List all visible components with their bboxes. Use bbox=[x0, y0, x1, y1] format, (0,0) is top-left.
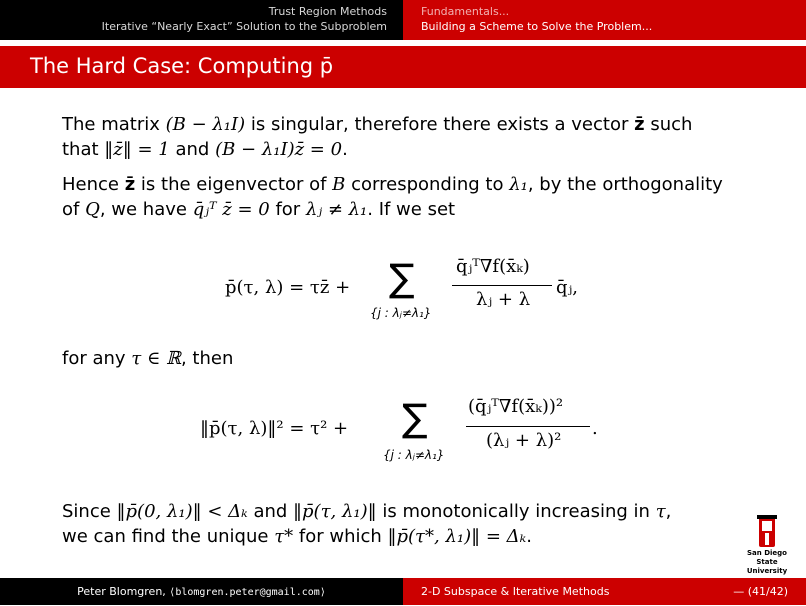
text: of bbox=[62, 199, 86, 220]
header-section-left[interactable]: Trust Region Methods bbox=[268, 5, 387, 18]
header-subsection-right[interactable]: Building a Scheme to Solve the Problem... bbox=[421, 20, 653, 33]
text: , then bbox=[180, 348, 234, 369]
text: , bbox=[665, 501, 672, 522]
text: and bbox=[169, 139, 216, 160]
eq2-fraction-bar bbox=[466, 426, 590, 427]
text: that bbox=[62, 139, 105, 160]
text: and bbox=[247, 501, 294, 522]
text: , we have bbox=[99, 199, 193, 220]
text: for any bbox=[62, 348, 132, 369]
eq1-range: {j : λⱼ≠λ₁} bbox=[370, 306, 432, 320]
math: τ ∈ ℝ bbox=[131, 348, 181, 369]
slide-title-bar bbox=[0, 46, 806, 88]
sdsu-logo bbox=[738, 515, 796, 575]
text: is singular, therefore there exists a vector bbox=[245, 114, 635, 135]
eq1-sigma: ∑ bbox=[389, 256, 415, 300]
math: q̄ⱼᵀ z̄ = 0 bbox=[192, 199, 270, 220]
math: z̄ bbox=[634, 114, 645, 135]
header-section-right[interactable]: Fundamentals... bbox=[421, 5, 510, 18]
paragraph-for-any bbox=[62, 348, 233, 369]
text: corresponding to bbox=[345, 174, 510, 195]
text: . If we set bbox=[367, 199, 456, 220]
slide-body bbox=[62, 112, 762, 232]
logo-line1: San Diego State bbox=[747, 549, 787, 566]
text: we can find the unique bbox=[62, 526, 275, 547]
text: is the eigenvector of bbox=[135, 174, 333, 195]
text: Since bbox=[62, 501, 117, 522]
footer-bar bbox=[0, 578, 806, 605]
math: z̄ bbox=[124, 174, 136, 195]
header-subsection-left[interactable]: Iterative “Nearly Exact” Solution to the Subproblem bbox=[101, 20, 387, 33]
eq2-sigma: ∑ bbox=[402, 396, 428, 440]
slide-title: The Hard Case: Computing p̄ bbox=[30, 54, 334, 78]
eq2-denominator: (λⱼ + λ)² bbox=[486, 430, 562, 451]
eq1-numerator: q̄ⱼᵀ∇f(x̄ₖ) bbox=[456, 256, 530, 277]
math: Q bbox=[85, 199, 100, 220]
paragraph-singular bbox=[62, 112, 762, 162]
text: The matrix bbox=[62, 114, 166, 135]
math: ‖p̄(0, λ₁)‖ < Δₖ bbox=[116, 501, 248, 522]
eq1-fraction-bar bbox=[452, 285, 552, 286]
footer-right bbox=[403, 578, 806, 605]
eq2-tail: . bbox=[592, 418, 598, 439]
math: ‖p̄(τ, λ₁)‖ bbox=[293, 501, 377, 522]
text: such bbox=[644, 114, 693, 135]
text: . bbox=[526, 526, 532, 547]
math: τ bbox=[655, 501, 666, 522]
math: ‖z̄‖ = 1 bbox=[104, 139, 170, 160]
footer-talk-title[interactable]: 2-D Subspace & Iterative Methods bbox=[421, 585, 610, 598]
text: for which bbox=[293, 526, 388, 547]
footer-left bbox=[0, 578, 403, 605]
eq1-lhs: p̄(τ, λ) = τz̄ + bbox=[225, 277, 351, 298]
math: λ₁ bbox=[509, 174, 528, 195]
footer-email[interactable]: ⟨blomgren.peter@gmail.com⟩ bbox=[169, 587, 326, 598]
header-left bbox=[0, 0, 403, 40]
math: (B − λ₁I)z̄ = 0 bbox=[215, 139, 343, 160]
paragraph-eigenvector bbox=[62, 172, 762, 222]
text: . bbox=[342, 139, 348, 160]
eq1-tail: q̄ⱼ, bbox=[556, 277, 578, 298]
eq1-denominator: λⱼ + λ bbox=[476, 289, 531, 310]
footer-page-number: — (41/42) bbox=[733, 585, 788, 598]
math: (B − λ₁I) bbox=[165, 114, 246, 135]
eq2-lhs: ‖p̄(τ, λ)‖² = τ² + bbox=[200, 418, 349, 439]
math: λⱼ ≠ λ₁ bbox=[305, 199, 368, 220]
text: for bbox=[269, 199, 306, 220]
text: is monotonically increasing in bbox=[376, 501, 656, 522]
footer-author: Peter Blomgren, bbox=[77, 585, 170, 598]
math: ‖p̄(τ*, λ₁)‖ = Δₖ bbox=[387, 526, 527, 547]
header-right bbox=[403, 0, 806, 40]
math: B bbox=[332, 174, 346, 195]
text: Hence bbox=[62, 174, 125, 195]
header-bar bbox=[0, 0, 806, 40]
eq2-range: {j : λⱼ≠λ₁} bbox=[383, 448, 445, 462]
text: , by the orthogonality bbox=[527, 174, 723, 195]
math: τ* bbox=[274, 526, 294, 547]
paragraph-since bbox=[62, 499, 752, 549]
logo-line2: University bbox=[746, 567, 788, 575]
eq2-numerator: (q̄ⱼᵀ∇f(x̄ₖ))² bbox=[468, 396, 564, 417]
